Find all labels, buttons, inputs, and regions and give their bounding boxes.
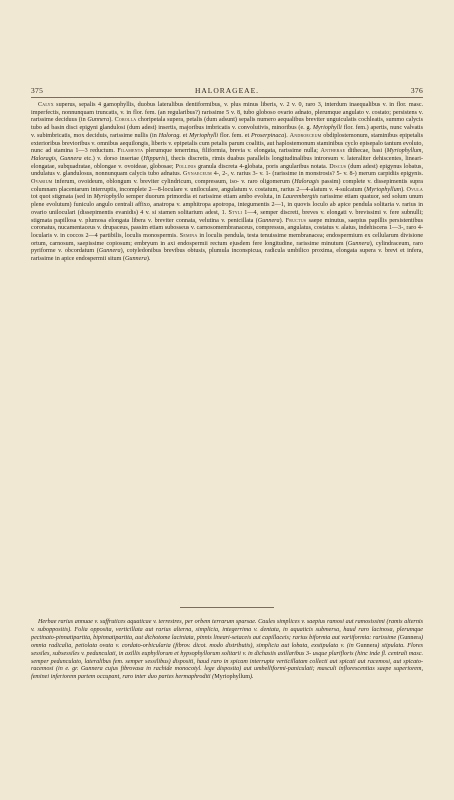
text-run: choripetala supera, petalis (dum adsunt) sepalis numero aequalibus breviter unguiculatis cochleatis, summo calycis tubo ad basin disci epigyni glandulosi (dum adest) insertis, majoribus imbricatis v. convolutivis, minoribus (e. g. [31,117,424,132]
habit-block [31,619,423,682]
taxon-name: Myriophyllo [93,194,125,201]
text-run: inferum, ovoideum, oblongum v. breviter cylindricum, compressum, iso- v. raro oligomerum ( [52,179,295,186]
text-run: dithecae, basi ( [345,148,387,155]
text-run: semper duorum primordia et rarissime etiam ambo evoluta, in [124,194,283,201]
taxon-name: Myriophylli [189,132,219,139]
taxon-name: Gunnera [347,240,370,247]
text-run: tot quot stigmata (sed in [31,194,94,201]
text-run: ) stipulata. Flores sessiles, subsessiles v. pedunculati, in axillis euphyllorum et hypsophyllorum solitarii v. in dichasiis axillaribus 3- usque plurifloris (hinc inde fl. centrali masc. semper pedunculato, lateralibus fem. semper sessilibus) dispositi, haud raro in spicam interrupte verticillatam collecti aut spicati aut racemosi, aut spicato-racemosi (in e. gr. Gunnera cujus fibrovasa in rachide monocotyl. lege disposita) aut umbelliformi-paniculati; masculi inflorescentias saepe superiorem, feminei inferiorem partem occupant, raro inter duo partes hermaphroditi ( [31,642,424,681]
text-run: flor. fem.) apertis, nunc valvatis v. subimbricatis, mox deciduis, rarissime nullis (in [31,125,423,139]
text-run: granula discreta 4-globata, poris angularibus notata. [196,163,330,170]
page-number-right: 376 [410,86,423,95]
text-run: Herbae rarius annuae v. suffrutices aquaticae v. terrestres, per orbem terrarum sparsae. Caules simplices v. saepius ramosi aut ramosissimi (ramis alternis v. suboppositis). Folia opposita, verticillata aut rarius alterna, simplicia, integerrima v. dentata, in aquaticis submersa, haud raro lacinosa, plerumque pectinato-pinnatipartita, bipinnatipartita, aut dichotome laciniata, pinnis lineari-setaceis aut capillaceis; rarius biformia aut variiformia: rarissime ( [31,619,423,641]
text-run: et [180,132,190,139]
page-number-left: 375 [31,86,44,95]
text-run: ), cylindraceum, raro pyriforme v. obcordatum ( [31,240,423,255]
taxon-name: Hippuris [143,155,166,162]
taxon-name: Gunnera [399,634,421,641]
text-run: ). [279,217,286,224]
taxon-name: Myriophyllum [366,186,402,193]
term-semina: Semina [179,232,198,239]
term-androeceum: Androeceum [289,132,322,139]
text-run: superus, sepalis 4 gamophyllis, duobus lateralibus dentiformibus, v. plus minus liberis, v. 2 v. 0, raro 3, interdum inaequalibus v. in flor. masc. imperfectis, nonnunquam truncatis, v. in flor. fem. (an regularibus?) rarissime 5 v. 8, tubo globoso ovario adnato, plerumque angulato v. costato; persistens v. rarissime deciduus (in [31,102,423,124]
text-run: 4-, 2-, v. rarius 3- v. 1- (rarissime in monstrosis? 5- v. 8-) merum carpidiis epigynis. [211,171,423,178]
text-run: ), cotyledonibus brevibus obtusis, plumula inconspicua, radicula umbilico proxima, elongata supera v. brevi et infera, rarissime in apice endospermii situm ( [31,248,423,263]
term-filamenta: Filamenta [117,148,144,155]
text-run: ). [250,674,254,681]
text-run: ). [109,117,115,124]
taxon-name: Gunnera [98,248,121,255]
taxon-name: Gunnera [124,256,147,263]
text-run: in loculis pendula, testa tenuissime membranacea; endospermium ex cellularum divisione ortum, carnosum, saepissime copiosum; embryum in axi endospermii rectum ejusdem fere longitudine, rarissime minutum ( [31,232,423,247]
term-discus: Discus [329,163,347,170]
term-corolla: Corolla [114,117,137,124]
text-run: ) omnia radicalia, petiolata ovata v. cordato-orbicularia (fibrov. dicot. modo distributis), simplicia aut lobata, exstipulata v. (in [31,634,423,649]
taxon-name: Gunnera [87,117,110,124]
text-run: saepe minutus, saepius papillis persistentibus coronatus, nucamentaceus v. drupaceus, passim etiam subosseus v. carnosomembranaceus, compressus, angulatus, costatus v. alatus, indehiscens 1—3-, raro 4-locularis v. in coccos 2—4 partibilis, loculis monospermis. [31,217,423,239]
running-title: HALORAGEAE. [194,86,260,95]
term-fructus: Fructus [285,217,307,224]
text-run: etc.) v. dorso insertae ( [81,155,144,162]
text-run: 1—4, semper discreti, breves v. elongati v. brevissimi v. fere subnulli; stigmata papillosa v. plumosa elongata libera v. breviter connata, velutina v. penicillata ( [31,209,423,224]
term-pollinis: Pollinis [175,163,197,170]
term-antherae: Antherae [320,148,346,155]
taxon-name: Myriophyllum, Haloragis, Gunnera [31,148,423,162]
section-divider [180,607,274,608]
text-run: ). [284,132,290,139]
taxon-name: Myriophylli [312,125,342,132]
text-run: obdiplostemonum, staminibus epipetalis exterioribus brevioribus v. omnibus aequilongis, liberis v. epipetalis cum petalis parum coalitis, aut haplostemonum staminibus cyclo episepalo tantum evoluto, nunc ad stamina 1—3 reductum. [31,132,423,155]
taxon-name: Laurembergiis [282,194,319,201]
taxon-name: Halorag. [158,132,181,139]
header-rule [31,97,423,98]
term-ovula: Ovula [406,186,423,193]
text-run: ), thecis discretis, rimis duabus parallelis longitudinalibus introrsum v. lateraliter dehiscentes, lineari-elongatae, subquadratae, oblongae v. ovoideae, globosae; [31,155,424,170]
text-run: rarissime etiam quatuor, sed solum unum plene evolutum) funiculo angulo centrali affixo, anatropa v. amphitropa apotropa, integumentis 2—1, in quovis loculo ab apice pendula solitaria v. rarius in ovario uniloculari (dissepimentis evanidis) 4 v. si stamen solitarium adest, 1. [31,194,423,216]
text-run: ). [401,186,407,193]
term-gynaeceum: Gynaeceum [183,171,212,178]
term-calyx: Calyx [38,102,54,108]
taxon-name: Haloragis [294,179,320,186]
text-run: flor. fem. et [218,132,252,139]
running-header [31,86,423,96]
text-run: plerumque tenerrima, filiformia, brevia v. elongata, rarissime nulla; [143,148,321,155]
description-block [31,102,423,264]
text-run: ). [146,256,151,263]
text-run: (dum adest) epigynus lobatus, undulatus v. glandulosus, nonnunquam calycis tubo adnatus. [31,163,423,178]
taxon-name: Proserpinaca [251,132,285,139]
taxon-name: Gunnera [257,217,280,224]
taxon-name: Gunnera [356,642,378,649]
morphology-paragraph [31,102,423,264]
text-run: passim) complete v. dissepimentis supra columnam placentarum interruptis, incomplete 2—8-loculare v. uniloculare, angulatum v. costatum, rarius 2—4-alatum v. 4-sulcatum ( [31,179,423,193]
taxon-name: Myriophyllum [214,674,251,681]
term-styli: Styli [228,209,243,216]
term-ovarium: Ovarium [31,179,53,186]
habit-paragraph [31,619,423,682]
